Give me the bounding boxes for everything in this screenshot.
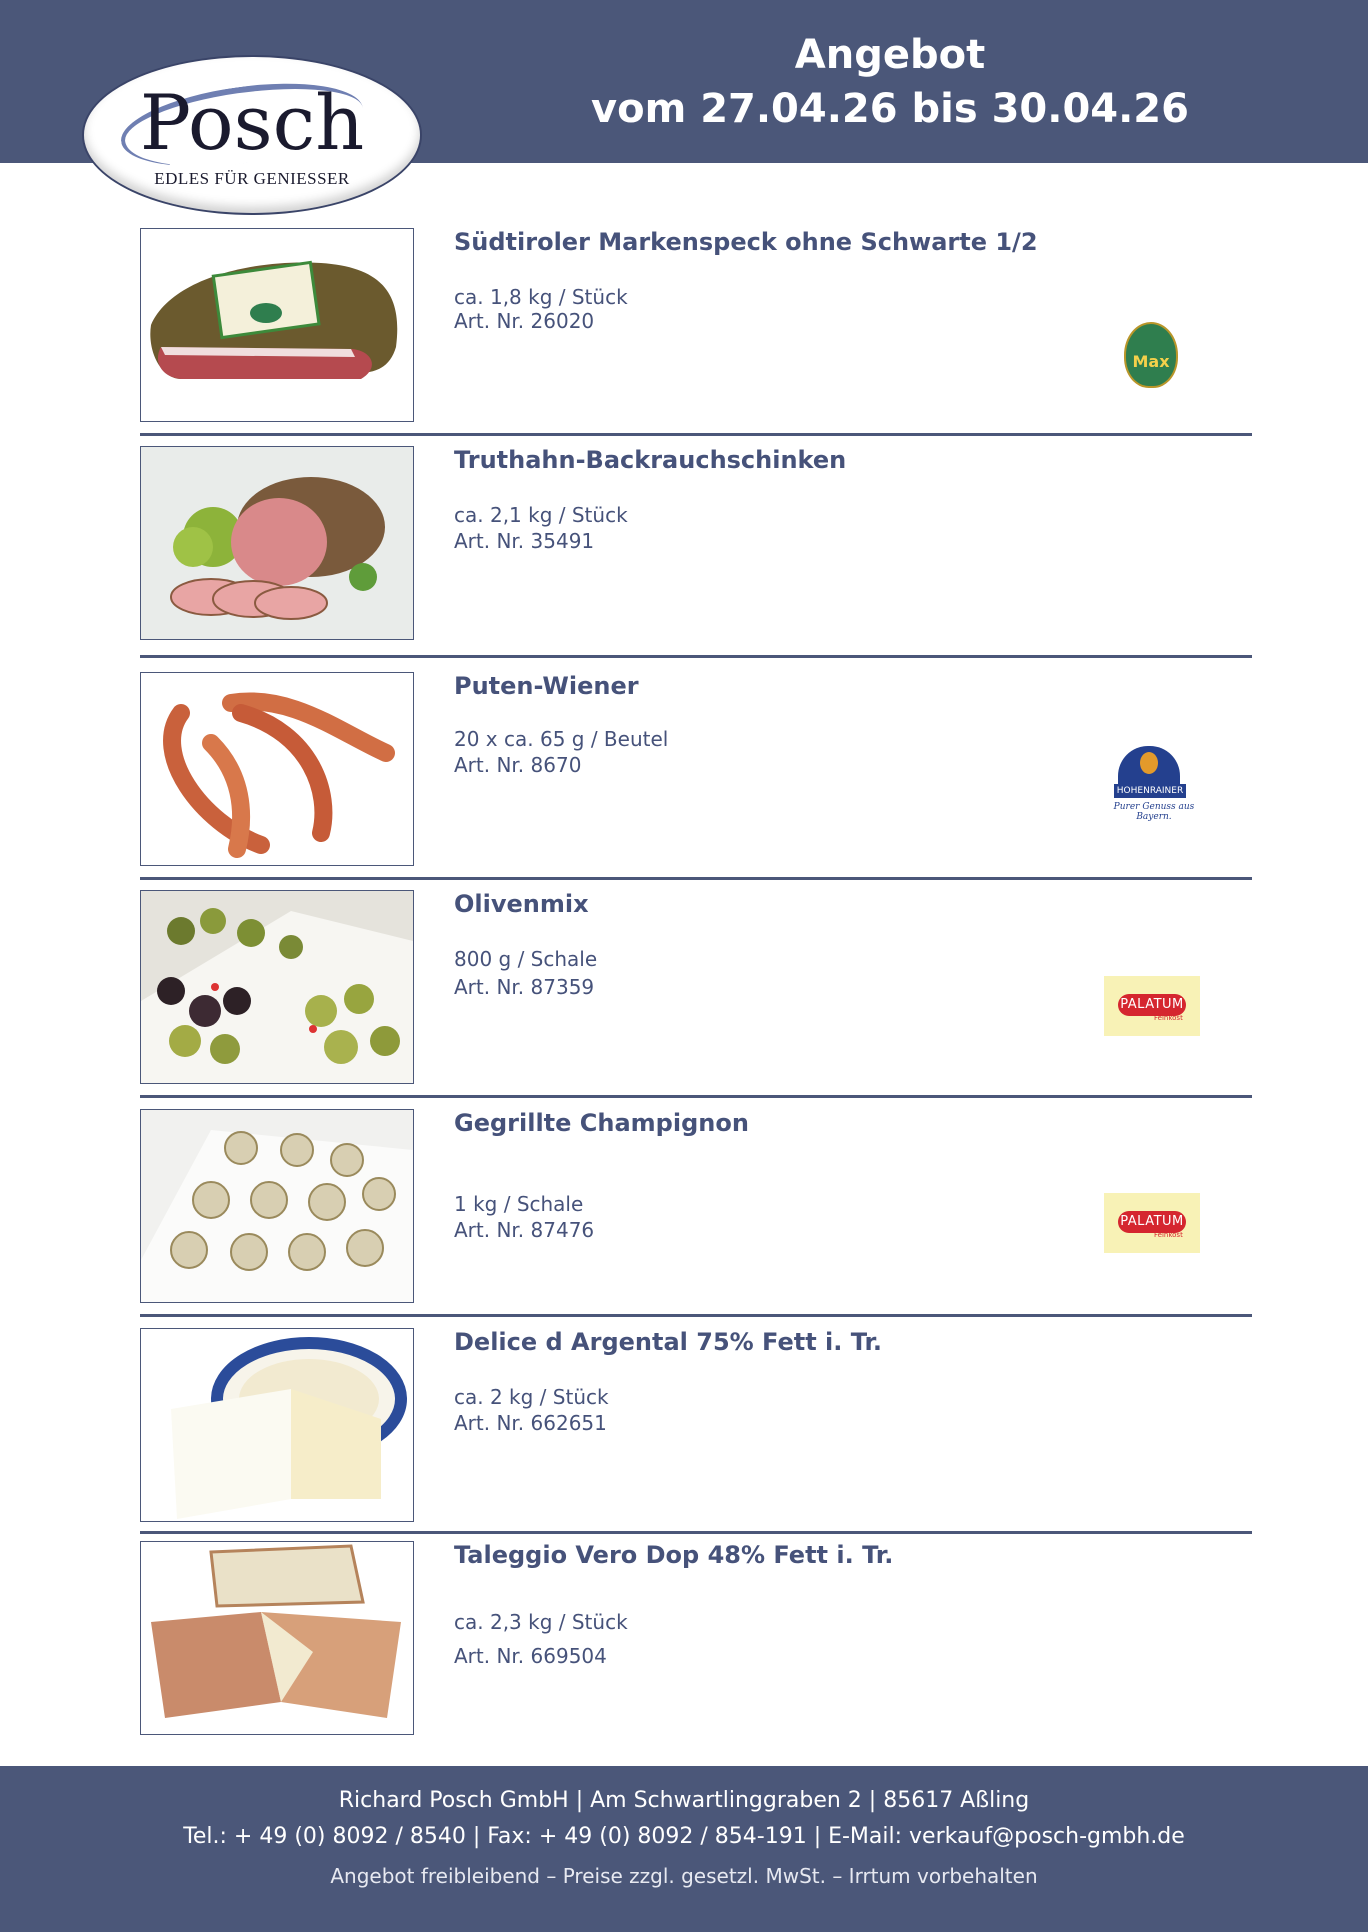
footer-disclaimer: Angebot freibleibend – Preise zzgl. gesetzl. MwSt. – Irrtum vorbehalten: [330, 1864, 1038, 1888]
product-title: Puten-Wiener: [454, 672, 639, 700]
product-quantity: 20 x ca. 65 g / Beutel: [454, 727, 669, 751]
logo-brand-name: Posch: [139, 78, 365, 167]
divider: [140, 1531, 1252, 1534]
product-photo-delice: [140, 1328, 414, 1522]
offer-title: [580, 28, 1200, 136]
footer-company-address: Richard Posch GmbH | Am Schwartlinggraben 2 | 85617 Aßling: [338, 1788, 1030, 1813]
product-row: [140, 890, 1252, 1110]
product-quantity: ca. 2 kg / Stück: [454, 1385, 609, 1409]
divider: [140, 1095, 1252, 1098]
product-photo-olivenmix: [140, 890, 414, 1084]
product-article-number: Art. Nr. 26020: [454, 309, 595, 333]
product-quantity: ca. 1,8 kg / Stück: [454, 285, 628, 309]
product-row: [140, 1541, 1252, 1761]
product-title: Delice d Argental 75% Fett i. Tr.: [454, 1328, 883, 1356]
product-quantity: 800 g / Schale: [454, 947, 598, 971]
product-quantity: ca. 2,1 kg / Stück: [454, 503, 628, 527]
product-title: Olivenmix: [454, 890, 589, 918]
product-photo-champignon: [140, 1109, 414, 1303]
product-article-number: Art. Nr. 662651: [454, 1411, 607, 1435]
footer-contact: Tel.: + 49 (0) 8092 / 8540 | Fax: + 49 (0) 8092 / 854-191 | E-Mail: verkauf@posch-gmbh.de: [183, 1824, 1185, 1849]
palatum-brand-name: PALATUM: [1118, 1211, 1186, 1233]
product-row: [140, 1109, 1252, 1329]
product-article-number: Art. Nr. 35491: [454, 529, 595, 553]
divider: [140, 655, 1252, 658]
product-title: Südtiroler Markenspeck ohne Schwarte 1/2: [454, 228, 1038, 256]
brand-logo-palatum: [1104, 1193, 1200, 1253]
logo-tagline: EDLES FÜR GENIESSER: [154, 169, 350, 188]
palatum-brand-sub: Feinkost: [1154, 1231, 1183, 1239]
product-title: Gegrillte Champignon: [454, 1109, 749, 1137]
divider: [140, 1314, 1252, 1317]
posch-logo: [82, 55, 422, 215]
divider: [140, 433, 1252, 436]
palatum-brand-sub: Feinkost: [1154, 1014, 1183, 1022]
product-row: [140, 228, 1252, 448]
product-row: [140, 1328, 1252, 1548]
product-quantity: 1 kg / Schale: [454, 1192, 584, 1216]
hohenrainer-slogan: Purer Genuss aus Bayern.: [1113, 802, 1195, 822]
brand-logo-max: Max: [1124, 322, 1178, 388]
hohenrainer-brand-name: HOHENRAINER: [1114, 784, 1186, 798]
product-article-number: Art. Nr. 8670: [454, 753, 582, 777]
product-photo-taleggio: [140, 1541, 414, 1735]
product-row: [140, 446, 1252, 666]
product-article-number: Art. Nr. 87359: [454, 975, 595, 999]
footer: [0, 1766, 1368, 1932]
product-article-number: Art. Nr. 87476: [454, 1218, 595, 1242]
product-photo-speck: [140, 228, 414, 422]
product-article-number: Art. Nr. 669504: [454, 1644, 607, 1668]
brand-logo-palatum: [1104, 976, 1200, 1036]
product-quantity: ca. 2,3 kg / Stück: [454, 1610, 628, 1634]
offer-title-line1: Angebot: [794, 32, 986, 78]
brand-logo-hohenrainer: [1104, 746, 1204, 826]
product-row: [140, 672, 1252, 892]
palatum-brand-name: PALATUM: [1118, 994, 1186, 1016]
divider: [140, 877, 1252, 880]
offer-date-range: vom 27.04.26 bis 30.04.26: [591, 86, 1189, 132]
product-photo-truthahn: [140, 446, 414, 640]
product-title: Truthahn-Backrauchschinken: [454, 446, 847, 474]
product-title: Taleggio Vero Dop 48% Fett i. Tr.: [454, 1541, 894, 1569]
product-photo-puten-wiener: [140, 672, 414, 866]
